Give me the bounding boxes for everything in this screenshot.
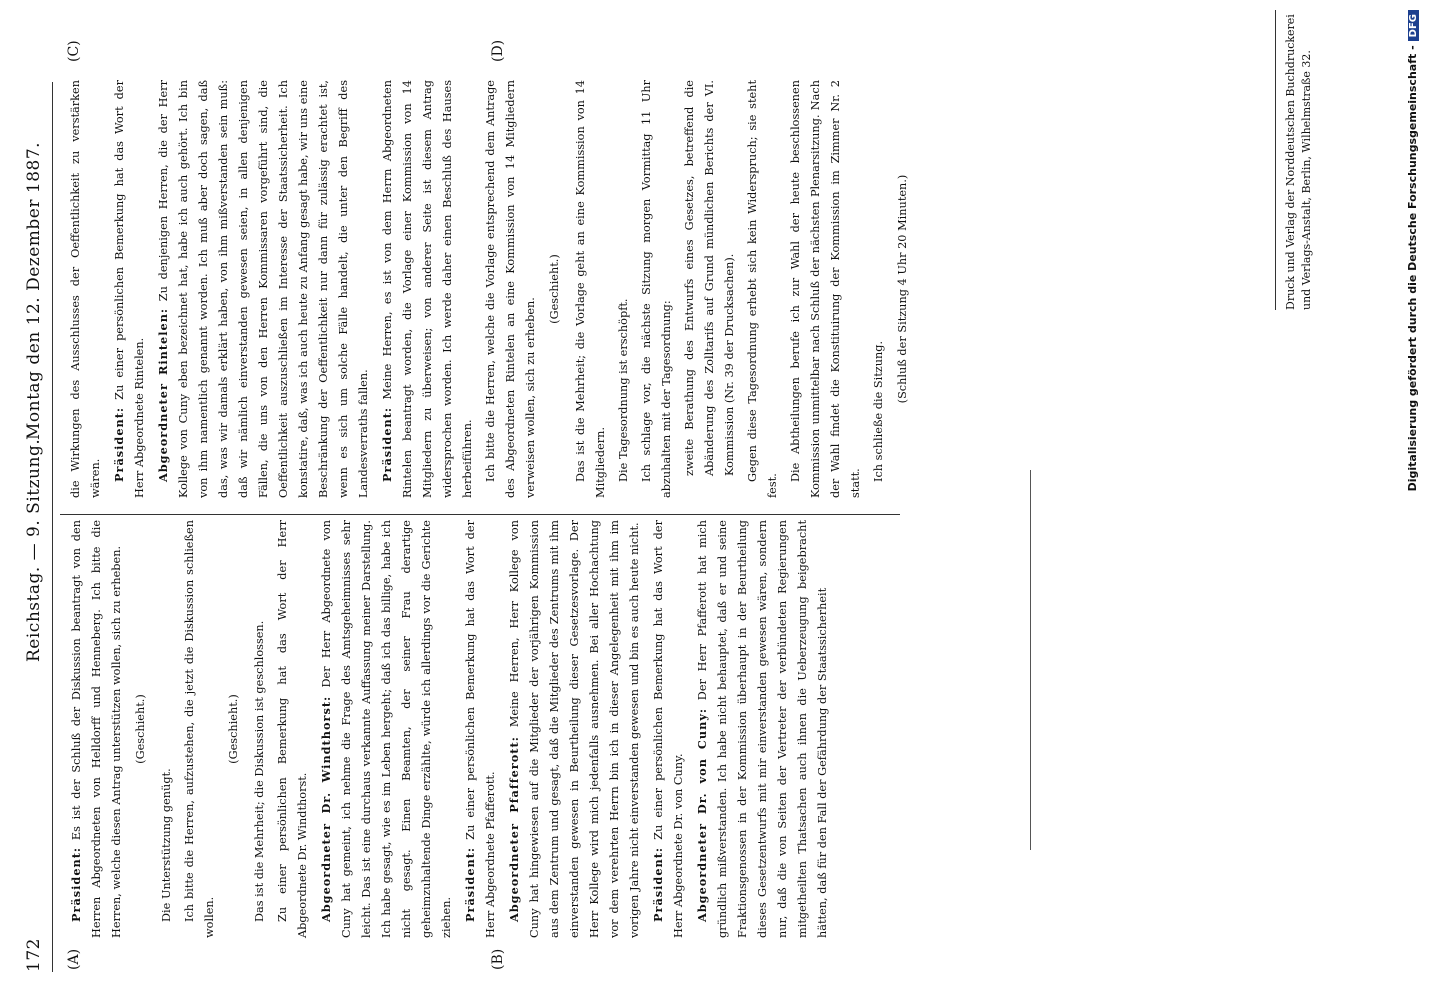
digitization-notice (1406, 0, 1419, 1000)
speech-text: Zu denjenigen Herren, die der Herr Kollege von Cuny eben bezeichnet hat, habe ich auch gehört. Ich bin von ihm namentlich genannt worden. Ich muß aber doch sagen, daß das, was wir damals erklärt haben, von ihm mißverstanden sein muß: daß wir nämlich einverstanden gewesen seien, in allen denjenigen Fällen, die uns von den Herren Kommissaren vorgeführt sind, die Oeffentlichkeit auszuschließen im Interesse der Staatssicherheit. Ich konstatire, daß, was ich auch heute zu Anfang gesagt habe, wir uns eine Beschränkung der Oeffentlichkeit nur dann für zulässig erachtet ist, wenn es sich um solche Fälle handelt, die unter den Begriff des Landesverraths fallen. (157, 80, 370, 498)
margin-marker-b: (B) (490, 948, 506, 970)
speech-text: Zu einer persönlichen Bemerkung hat das Wort der Herr Abgeordnete Rintelen. (113, 80, 146, 498)
right-column (66, 80, 919, 498)
margin-marker-c: (C) (66, 40, 82, 62)
text-paragraph: Die Abtheilungen berufe ich zur Wahl der heute beschlossenen Kommission unmittelbar nach Schluß der nächsten Plenarsitzung. Nach der Wahl findet die Konstituirung der Kommission im Zimmer Nr. 2 statt. (789, 80, 862, 498)
left-column (66, 520, 836, 938)
text-paragraph: Die Tagesordnung ist erschöpft. (617, 298, 630, 482)
imprint-rule (1275, 10, 1276, 310)
text-paragraph: Das ist die Mehrheit; die Vorlage geht an eine Kommission von 14 Mitgliedern. (574, 80, 607, 498)
speech-text: Der Herr Abgeordnete von Cuny hat gemeint, ich nehme die Frage des Amtsgeheimnisses sehr leicht. Das ist eine durchaus verkannte Auffassung meiner Darstellung. Ich habe gesagt, wie es im Leben hergeht; daß ich das billige, habe ich nicht gesagt. Einen Beamten, der seiner Frau derartige geheimzuhaltende Dinge erzählte, würde ich allerdings vor die Gerichte ziehen. (320, 520, 453, 938)
speech-paragraph (316, 520, 457, 938)
speaker-name: Präsident: (651, 846, 665, 922)
speaker-name: Abgeordneter Rintelen: (156, 307, 170, 482)
speech-paragraph (504, 520, 645, 938)
speech-paragraph (153, 80, 374, 498)
speech-text: Der Herr Pfafferott hat mich gründlich mißverstanden. Ich habe nicht behauptet, daß er und seine Fraktionsgenossen in der Kommission überhaupt in der Beurtheilung dieses Gesetzentwurfs mit mir einverstanden gewesen wären, sondern nur, daß die von Seiten der Vertreter der verbündeten Regierungen mitgetheilten Thatsachen auch ihnen die Ueberzeugung beigebracht hätten, daß für den Fall der Gefährdung der Staatssicherheit (696, 520, 829, 938)
speech-text: Zu einer persönlichen Bemerkung hat das Wort der Herr Abgeordnete Dr. von Cuny. (652, 520, 685, 938)
session-date: Montag den 12. Dezember 1887. (24, 141, 44, 440)
digitization-text: Digitalisierung gefördert durch die Deutsche Forschungsgemeinschaft - (1406, 45, 1419, 492)
text-paragraph: Ich schließe die Sitzung. (872, 340, 885, 482)
text-paragraph: Die Unterstützung genügt. (160, 768, 173, 922)
speech-text: Meine Herren, Herr Kollege von Cuny hat hingewiesen auf die Mitglieder der vorjährigen Kommission aus dem Zentrum und gesagt, daß die Mitglieder des Zentrums mit ihm einverstanden gewesen in Beurtheilung dieser Gesetzesvorlage. Der Herr Kollege wird mich jedenfalls ausnehmen. Bei aller Hochachtung vor dem verehrten Herrn bin ich in dieser Angelegenheit mit ihm im vorigen Jahre nicht einverstanden gewesen und bin es auch heute nicht. (508, 520, 641, 938)
text-paragraph: Ich bitte die Herren, aufzustehen, die jetzt die Diskussion schließen wollen. (183, 520, 216, 938)
margin-marker-a: (A) (66, 948, 82, 970)
margin-marker-d: (D) (490, 39, 506, 62)
speech-paragraph (109, 80, 150, 498)
speaker-name: Präsident: (463, 846, 477, 922)
speech-paragraph (460, 520, 501, 938)
stage-direction: (Geschieht.) (548, 254, 561, 324)
text-paragraph: Ich bitte die Herren, welche die Vorlage entsprechend dem Antrage des Abgeordneten Rintelen an eine Kommission von 14 Mitgliedern verweisen wollen, sich zu erheben. (484, 80, 537, 498)
text-paragraph: Ich schlage vor, die nächste Sitzung morgen Vormittag 11 Uhr abzuhalten mit der Tagesordnung: (640, 80, 673, 498)
speech-text: Meine Herren, es ist von dem Herrn Abgeordneten Rintelen beantragt worden, die Vorlage einer Kommission von 14 Mitgliedern zu überweisen; von anderer Seite ist diesem Antrag widersprochen worden. Ich werde daher einen Beschluß des Hauses herbeiführen. (381, 80, 474, 498)
speech-text: Zu einer persönlichen Bemerkung hat das Wort der Herr Abgeordnete Pfafferott. (464, 520, 497, 938)
column-divider (60, 514, 900, 515)
speech-paragraph (66, 520, 127, 938)
text-paragraph: zweite Berathung des Entwurfs eines Gesetzes, betreffend die Abänderung des Zolltarifs auf Grund mündlichen Berichts der VI. Kommission (Nr. 39 der Drucksachen). (683, 80, 736, 476)
stage-direction: (Schluß der Sitzung 4 Uhr 20 Minuten.) (896, 174, 909, 404)
speech-paragraph (648, 520, 689, 938)
stage-direction: (Geschieht.) (227, 694, 240, 764)
speaker-name: Abgeordneter Dr. von Cuny: (695, 707, 709, 922)
dfg-logo: DFG (1408, 10, 1419, 41)
text-paragraph: Zu einer persönlichen Bemerkung hat das Wort der Herr Abgeordnete Dr. Windthorst. (276, 520, 309, 938)
speaker-name: Abgeordneter Pfafferott: (507, 736, 521, 922)
session-title: Reichstag. — 9. Sitzung. (24, 438, 44, 662)
text-paragraph: Gegen diese Tagesordnung erhebt sich kein Widerspruch; sie steht fest. (746, 80, 779, 498)
speech-text: Es ist der Schluß der Diskussion beantragt von den Herren Abgeordneten von Helldorff und Henneberg. Ich bitte die Herren, welche diesen Antrag unterstützen wollen, sich zu erheben. (70, 520, 123, 938)
text-paragraph: Das ist die Mehrheit; die Diskussion ist geschlossen. (253, 620, 266, 922)
header-rule (52, 82, 53, 972)
fold-line (1030, 470, 1031, 850)
speech-paragraph (377, 80, 478, 498)
speaker-name: Präsident: (380, 406, 394, 482)
page-number: 172 (24, 938, 44, 972)
running-header (24, 0, 54, 1000)
imprint: Druck und Verlag der Norddeutschen Buchdruckerei und Verlags-Anstalt, Berlin, Wilhelmstraße 32. (1284, 14, 1313, 310)
stage-direction: (Geschieht.) (134, 694, 147, 764)
speaker-name: Abgeordneter Dr. Windthorst: (319, 695, 333, 922)
speaker-name: Präsident: (112, 406, 126, 482)
speech-paragraph (692, 520, 833, 938)
text-paragraph: die Wirkungen des Ausschlusses der Oeffentlichkeit zu verstärken wären. (69, 80, 102, 498)
speaker-name: Präsident: (69, 846, 83, 922)
